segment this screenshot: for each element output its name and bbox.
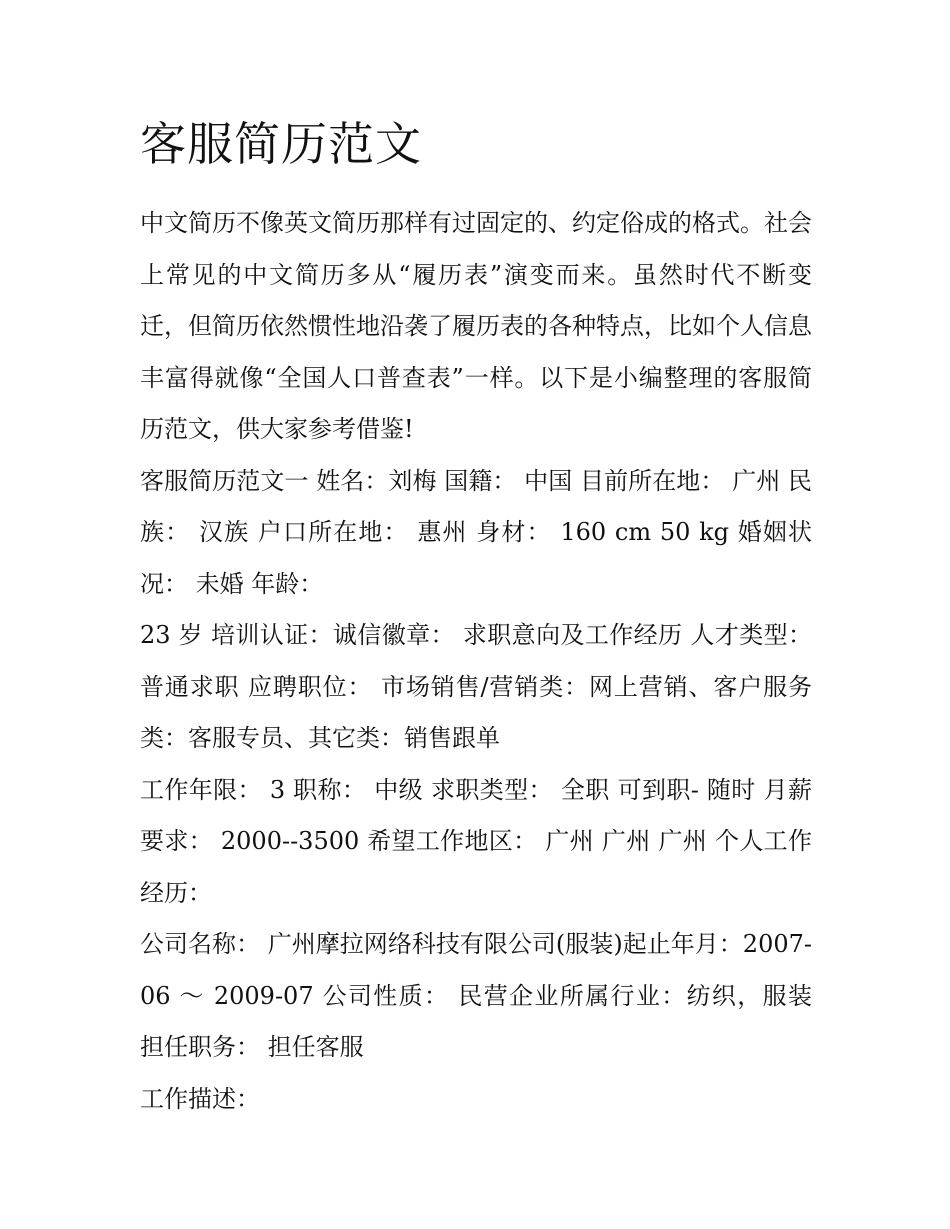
document-title: 客服简历范文 (140, 117, 422, 171)
document-body (140, 198, 812, 1125)
intro-paragraph: 中文简历不像英文简历那样有过固定的、约定俗成的格式。社会上常见的中文简历多从“履历表”演变而来。虽然时代不断变迁，但简历依然惯性地沿袭了履历表的各种特点，比如个人信息丰富得就像“全国人口普查表”一样。以下是小编整理的客服简历范文，供大家参考借鉴! (140, 209, 812, 443)
work-description-heading: 工作描述： (140, 1084, 260, 1113)
personal-info-paragraph: 客服简历范文一 姓名：刘梅 国籍： 中国 目前所在地： 广州 民族： 汉族 户口所在地： 惠州 身材： 160 cm 50 kg 婚姻状况： 未婚 年龄： (140, 466, 812, 598)
company-info-paragraph: 公司名称： 广州摩拉网络科技有限公司(服装)起止年月：2007-06 ～ 2009-07 公司性质： 民营企业所属行业：纺织，服装 担任职务： 担任客服 (140, 930, 812, 1061)
work-requirements-paragraph: 工作年限： 3 职称： 中级 求职类型： 全职 可到职- 随时 月薪要求： 2000--3500 希望工作地区： 广州 广州 广州 个人工作经历： (140, 775, 812, 907)
job-intent-paragraph: 23 岁 培训认证：诚信徽章： 求职意向及工作经历 人才类型：普通求职 应聘职位： 市场销售/营销类：网上营销、客户服务类：客服专员、其它类：销售跟单 (140, 621, 812, 752)
document-page (140, 112, 812, 1125)
